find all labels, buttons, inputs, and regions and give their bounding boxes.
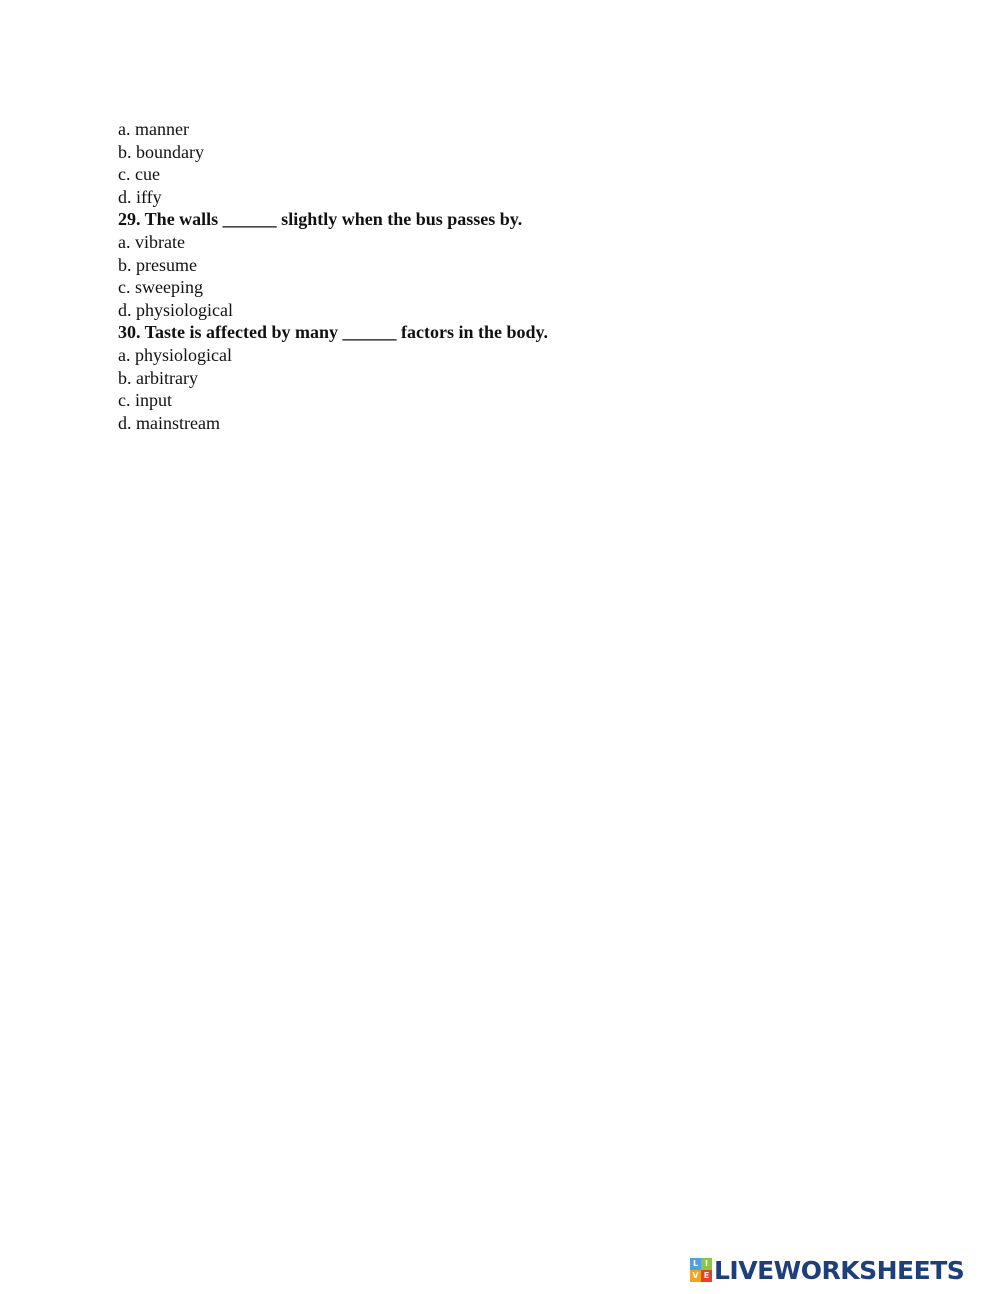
logo-tile-e: E xyxy=(701,1270,712,1282)
liveworksheets-logo xyxy=(690,1253,990,1287)
option-28-b: b. boundary xyxy=(118,141,204,162)
worksheet-content xyxy=(118,118,878,434)
logo-tile-i: I xyxy=(701,1258,712,1270)
option-30-a: a. physiological xyxy=(118,344,232,365)
question-29: 29. The walls ______ slightly when the bus passes by. xyxy=(118,209,523,230)
option-29-b: b. presume xyxy=(118,254,197,275)
option-29-a: a. vibrate xyxy=(118,231,185,252)
option-28-d: d. iffy xyxy=(118,186,162,207)
option-30-d: d. mainstream xyxy=(118,412,220,433)
option-28-c: c. cue xyxy=(118,164,160,185)
logo-text: LIVEWORKSHEETS xyxy=(714,1255,965,1285)
logo-tile-l: L xyxy=(690,1258,701,1270)
option-30-c: c. input xyxy=(118,390,172,411)
live-logo-icon xyxy=(690,1258,712,1282)
question-30: 30. Taste is affected by many ______ factors in the body. xyxy=(118,322,549,343)
option-28-a: a. manner xyxy=(118,119,189,139)
logo-tile-v: V xyxy=(690,1270,701,1282)
option-29-c: c. sweeping xyxy=(118,277,203,298)
option-30-b: b. arbitrary xyxy=(118,367,198,388)
option-29-d: d. physiological xyxy=(118,299,233,320)
